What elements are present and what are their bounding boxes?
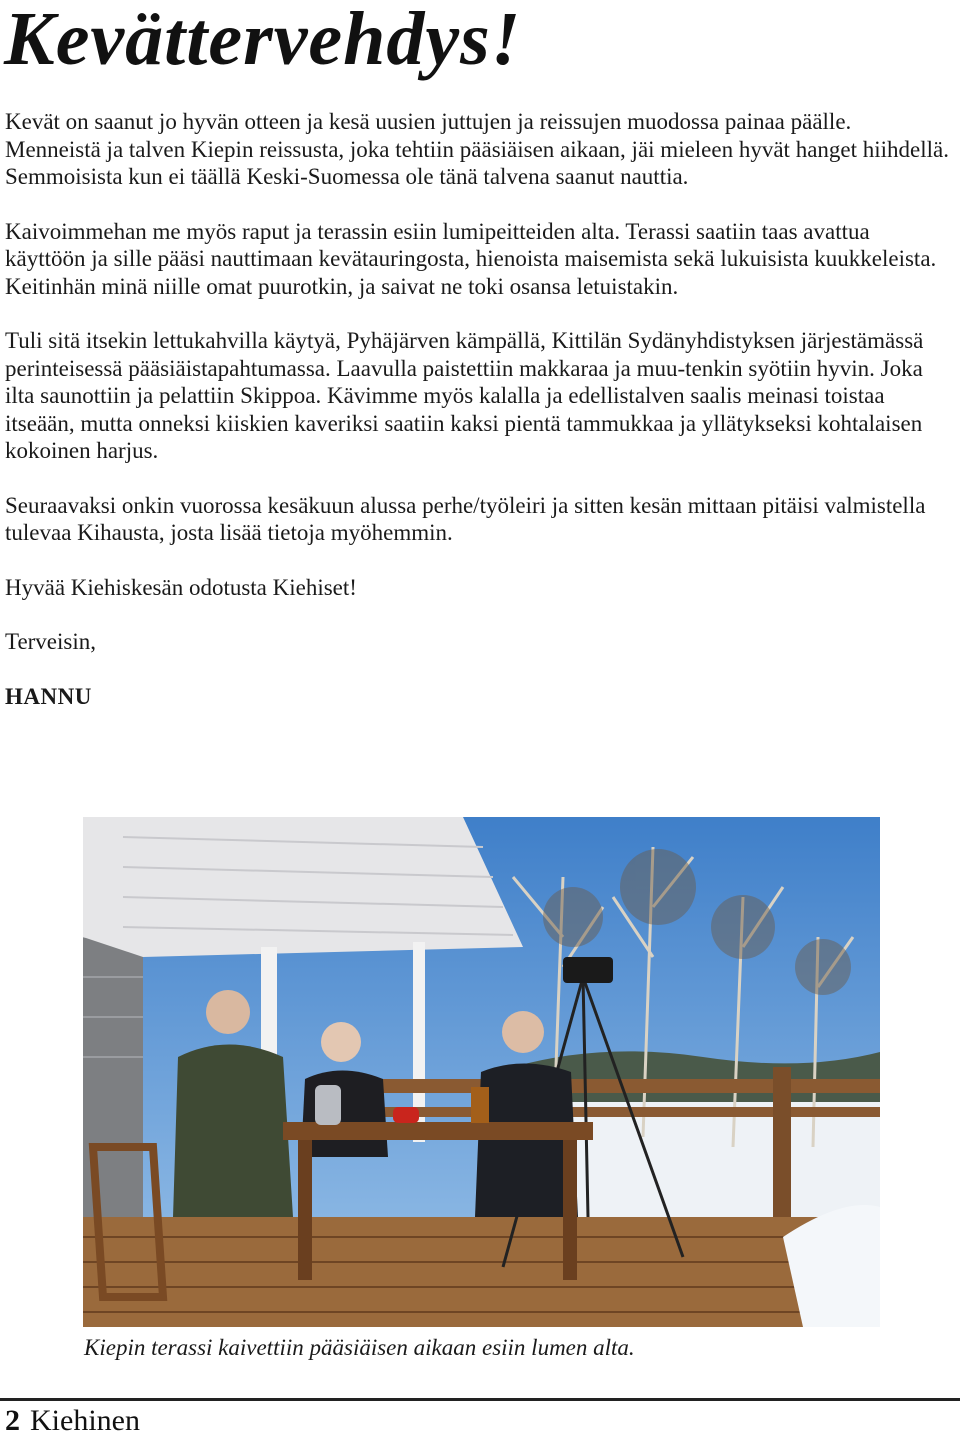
paragraph-4: Seuraavaksi onkin vuorossa kesäkuun alussa perhe/työleiri ja sitten kesän mittaan pitäisi valmistella tulevaa Kihausta, josta lisää tietoja myöhemmin. <box>5 492 926 545</box>
paragraph-3: Tuli sitä itsekin lettukahvilla käytyä, Pyhäjärven kämpällä, Kittilän Sydänyhdistyksen järjestämässä perinteisessä pääsiäistapahtumassa. Laavulla paistettiin makkaraa ja muu-tenkin syötiin hyvin. Joka ilta saunottiin ja pelattiin Skippoa. Kävimme myös kalalla ja edellistalven saalis meinasi toistaa itseään, mutta onneksi kiiskien kaveriksi saatiin kaksi pientä tammukkaa ja yllätykseksi kohtalaisen kokoinen harjus. <box>5 328 924 463</box>
paragraph-6: Terveisin, <box>5 629 97 654</box>
article-body <box>5 108 950 737</box>
photo-caption: Kiepin terassi kaivettiin pääsiäisen aikaan esiin lumen alta. <box>84 1335 635 1360</box>
signature: HANNU <box>5 683 92 709</box>
article-title: Kevättervehdys! <box>4 0 522 81</box>
paragraph-2: Kaivoimmehan me myös raput ja terassin esiin lumipeitteiden alta. Terassi saatiin taas avattua käyttöön ja sille pääsi nauttimaan kevätauringosta, hienoista maisemista sekä lukuisista kuukkeleista. Keitinhän minä niille omat puurotkin, ja saivat ne toki osansa letuistakin. <box>5 218 937 299</box>
footer-divider <box>0 1398 960 1401</box>
page-footer <box>5 1404 140 1438</box>
paragraph-5: Hyvää Kiehiskesän odotusta Kiehiset! <box>5 574 357 600</box>
photo-illustration <box>83 817 880 1327</box>
paragraph-1: Kevät on saanut jo hyvän otteen ja kesä uusien juttujen ja reissujen muodossa painaa päälle. Menneistä ja talven Kiepin reissusta, joka tehtiin pääsiäisen aikaan, jäi mieleen hyvät hanget hiihdellä. Semmoisista kun ei täällä Keski-Suomessa ole tänä talvena saanut nauttia. <box>5 109 949 189</box>
page-number: 2 <box>5 1404 20 1437</box>
terrace-photo <box>83 817 880 1327</box>
publication-name: Kiehinen <box>30 1404 140 1437</box>
